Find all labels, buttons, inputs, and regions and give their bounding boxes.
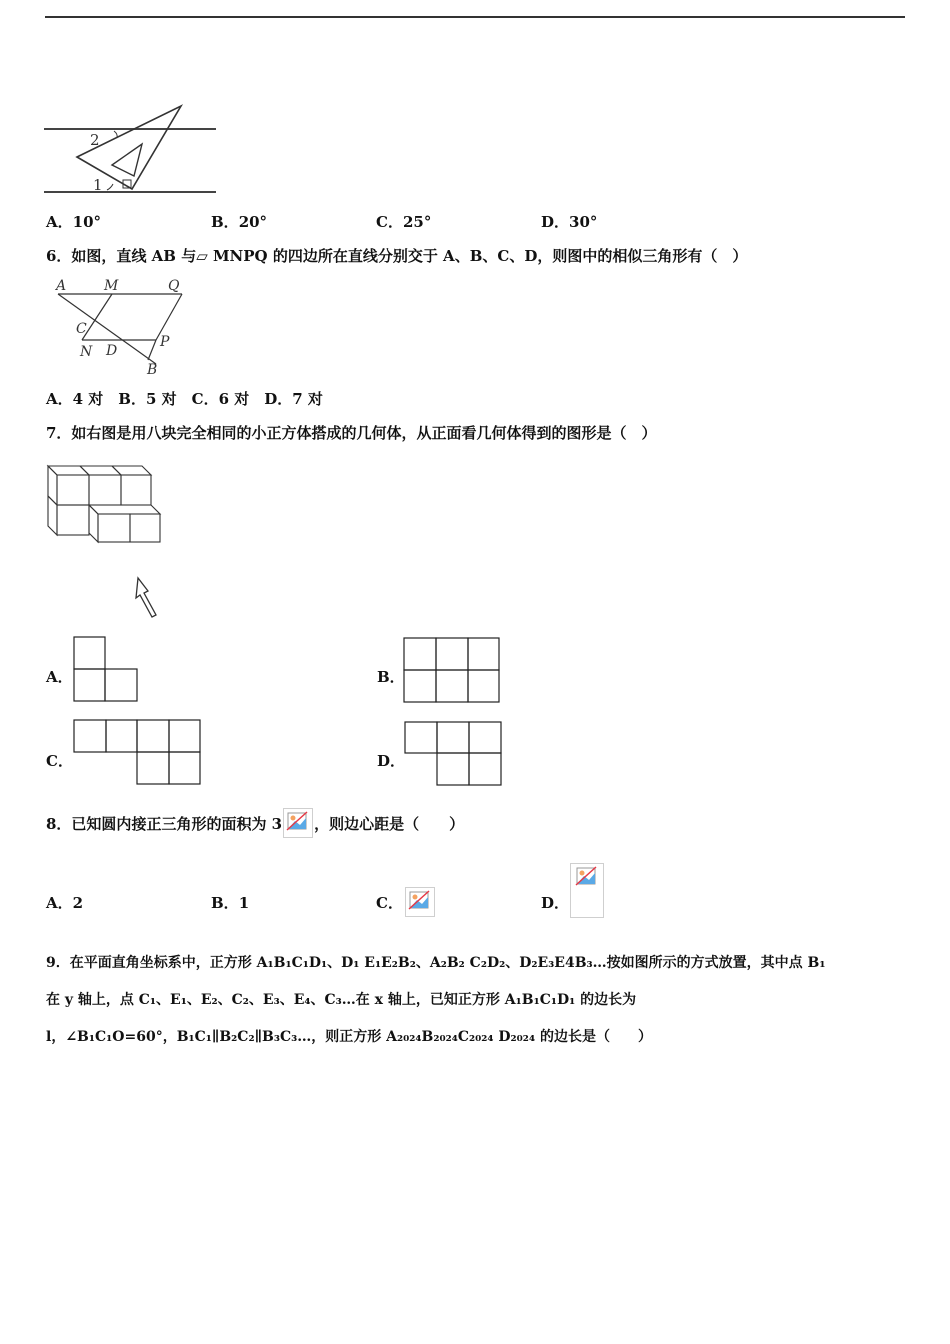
svg-text:C: C [76,321,87,337]
header-rule [45,16,905,18]
q5-option-c: C．25° [376,213,432,231]
svg-text:N: N [80,344,93,360]
svg-text:M: M [104,278,119,294]
q7-option-a-figure [73,636,139,704]
q6-options: A．4 对 B．5 对 C．6 对 D．7 对 [46,390,323,408]
q7-option-c-figure [73,719,202,786]
q5-angle2-label: 2 [90,131,100,149]
q5-angle1-label: 1 [93,176,103,194]
q5-figure [44,100,219,200]
svg-text:B: B [147,362,158,378]
svg-text:A: A [56,278,67,294]
q9-line-1: 9．在平面直角坐标系中，正方形 A₁B₁C₁D₁、D₁ E₁E₂B₂、A₂B₂ C₂D₂、D₂E₃E4B₃…按如图所示的方式放置，其中点 B₁ [46,955,826,971]
q7-option-a-label: A． [46,668,73,686]
q8-option-b: B．1 [211,894,250,912]
q7-option-c-label: C． [46,752,73,770]
q6-stem: 6．如图，直线 AB 与▱ MNPQ 的四边所在直线分别交于 A、B、C、D，则图中的相似三角形有（ ） [46,247,748,265]
q8-option-a: A．2 [46,894,84,912]
q7-option-b-figure [403,637,501,704]
q5-option-a: A．10° [46,213,102,231]
svg-text:Q: Q [168,278,180,294]
q7-option-d-label: D． [377,752,406,770]
q8-stem: 8．已知圆内接正三角形的面积为 3 ，则边心距是（ ） [46,803,464,843]
q5-option-b: B．20° [211,213,268,231]
q8-option-c: C． [376,894,403,912]
q7-option-d-figure [404,721,503,787]
q8-formula-image-icon [283,808,313,838]
svg-text:P: P [160,334,170,350]
q6-figure [52,276,192,378]
q8-option-c-image-icon [405,887,435,917]
q7-stem: 7．如右图是用八块完全相同的小正方体搭成的几何体，从正面看几何体得到的图形是（ ） [46,424,657,442]
q7-solid-figure [44,460,169,625]
q8-option-d-image-icon [570,863,604,918]
q5-option-d: D．30° [541,213,598,231]
q7-option-b-label: B． [377,668,405,686]
q9-line-3: l，∠B₁C₁O=60°，B₁C₁∥B₂C₂∥B₃C₃…，则正方形 A₂₀₂₄B₂₀₂₄C₂₀₂₄ D₂₀₂₄ 的边长是（ ） [46,1029,652,1045]
q9-line-2: 在 y 轴上，点 C₁、E₁、E₂、C₂、E₃、E₄、C₃…在 x 轴上，已知正方形 A₁B₁C₁D₁ 的边长为 [46,992,637,1008]
q8-option-d: D． [541,894,570,912]
svg-text:D: D [106,343,118,359]
